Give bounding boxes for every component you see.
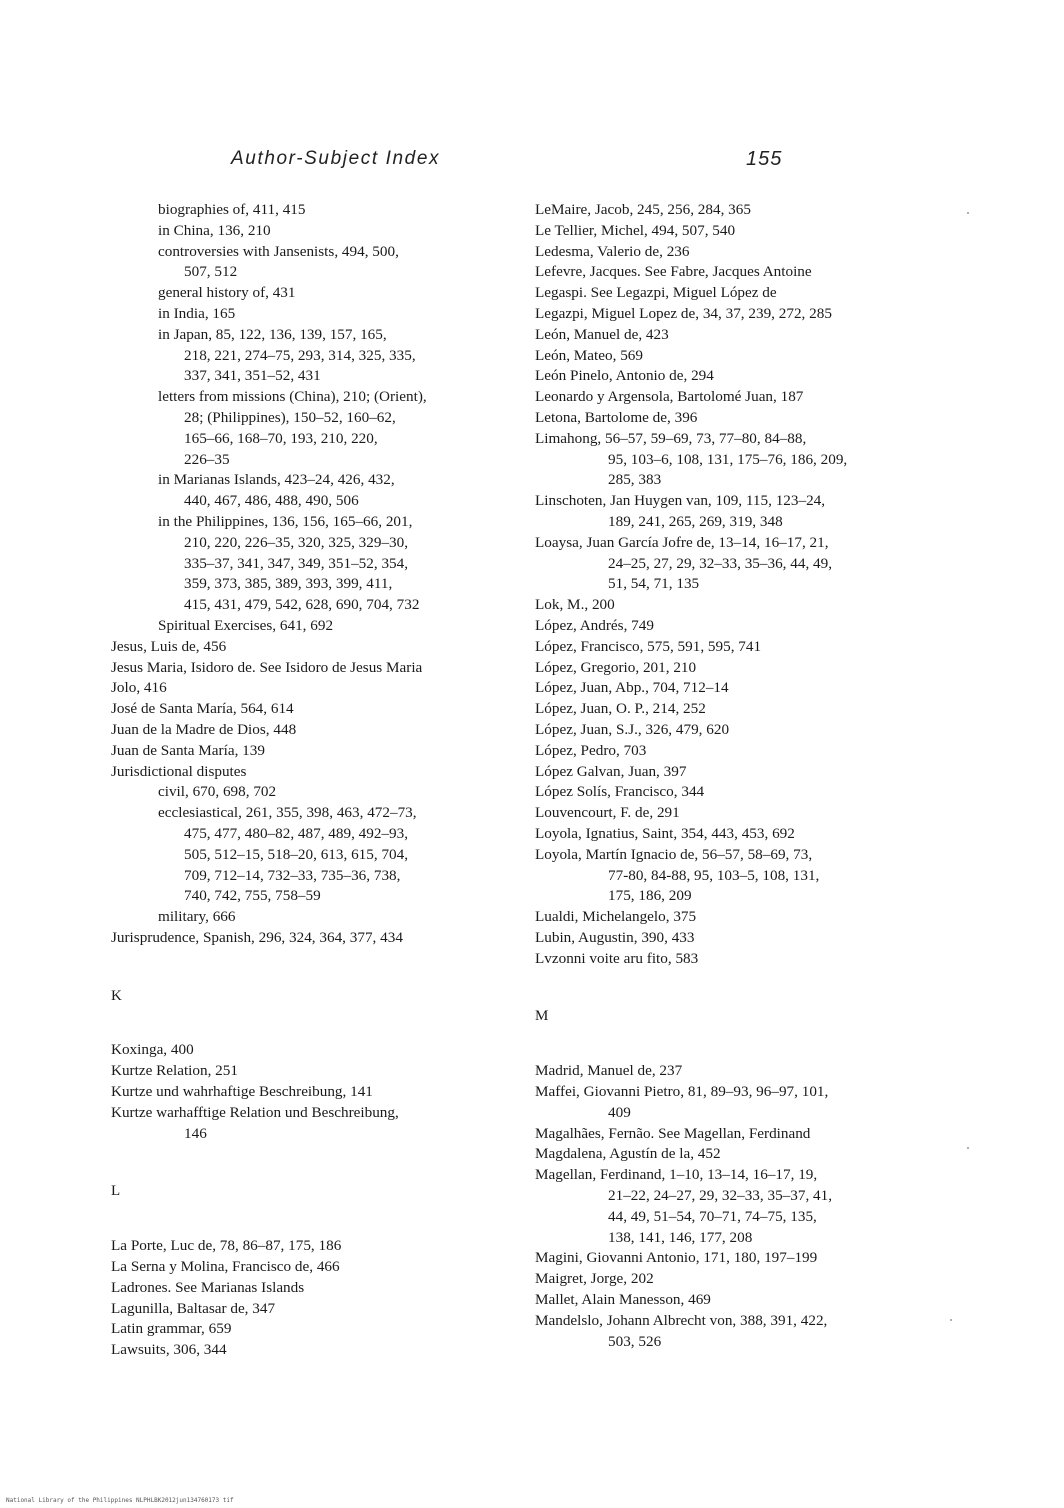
index-entry [111,720,521,741]
entry-continuation-line: 415, 431, 479, 542, 628, 690, 704, 732 [184,596,420,614]
index-subentry [111,387,521,470]
entry-continuation-line: 475, 477, 480–82, 487, 489, 492–93, [184,824,409,842]
entry-line: Magini, Giovanni Antonio, 171, 180, 197–199 [535,1249,818,1267]
entry-line: Mandelslo, Johann Albrecht von, 388, 391, 422, [535,1311,828,1329]
index-entry [535,678,955,699]
entry-line: Jolo, 416 [111,679,167,697]
index-entry [111,1103,521,1145]
entry-line: Lefevre, Jacques. See Fabre, Jacques Antoine [535,263,812,281]
index-entry [535,283,955,304]
entry-line: Le Tellier, Michel, 494, 507, 540 [535,221,736,239]
index-entry [111,741,521,762]
entry-line: Kurtze warhafftige Relation und Beschreibung, [111,1103,399,1121]
entry-line: letters from missions (China), 210; (Orient), [158,388,427,406]
index-entry [111,658,521,679]
entry-line: Leonardo y Argensola, Bartolomé Juan, 187 [535,388,804,406]
entry-line: Maffei, Giovanni Pietro, 81, 89–93, 96–97, 101, [535,1083,829,1101]
entry-line: Mallet, Alain Manesson, 469 [535,1291,711,1309]
index-subentry [111,242,521,284]
index-subentry [111,782,521,803]
index-subentry [111,325,521,387]
entry-line: LeMaire, Jacob, 245, 256, 284, 365 [535,201,751,218]
section-letter-m: M [535,1008,549,1025]
index-entry [111,1278,521,1299]
entry-line: José de Santa María, 564, 614 [111,700,294,718]
entry-line: Lualdi, Michelangelo, 375 [535,908,697,926]
index-entry [535,762,955,783]
index-entry [535,782,955,803]
entry-continuation-line: 409 [608,1103,631,1121]
entry-line: López, Francisco, 575, 591, 595, 741 [535,637,762,655]
entry-continuation-line: 218, 221, 274–75, 293, 314, 325, 335, [184,346,416,364]
entry-line: Juan de la Madre de Dios, 448 [111,720,297,738]
entry-line: Ledesma, Valerio de, 236 [535,242,690,260]
entry-line: La Porte, Luc de, 78, 86–87, 175, 186 [111,1237,342,1255]
index-entry [111,928,521,949]
index-entry [111,637,521,658]
entry-line: Louvencourt, F. de, 291 [535,804,680,822]
entry-continuation-line: 359, 373, 385, 389, 393, 399, 411, [184,575,393,593]
entry-line: Linschoten, Jan Huygen van, 109, 115, 123–24, [535,492,826,510]
scan-speck [967,212,969,214]
index-entry [535,637,955,658]
index-entry [111,1040,521,1061]
index-entry [111,1082,521,1103]
entry-line: Ladrones. See Marianas Islands [111,1278,305,1296]
index-entry [535,429,955,491]
entry-line: Legaspi. See Legazpi, Miguel López de [535,284,777,302]
index-entry [111,1319,521,1340]
entry-line: Loyola, Ignatius, Saint, 354, 443, 453, 692 [535,824,795,842]
section-letter-l: L [111,1183,121,1200]
entry-line: in China, 136, 210 [158,221,271,239]
entry-line: Latin grammar, 659 [111,1320,232,1338]
entry-line: Legazpi, Miguel Lopez de, 34, 37, 239, 272, 285 [535,304,832,322]
entry-continuation-line: 165–66, 168–70, 193, 210, 220, [184,429,378,447]
index-entry [535,824,955,845]
entry-continuation-line: 285, 383 [608,471,662,489]
entry-continuation-line: 175, 186, 209 [608,887,692,905]
entry-continuation-line: 28; (Philippines), 150–52, 160–62, [184,408,396,426]
index-entry [535,1061,955,1082]
index-subentry [111,200,521,221]
index-entry [535,595,955,616]
index-entry [535,325,955,346]
entry-line: Kurtze Relation, 251 [111,1062,238,1080]
entry-continuation-line: 507, 512 [184,263,238,281]
entry-line: Maigret, Jorge, 202 [535,1270,654,1288]
index-entry [535,616,955,637]
entry-line: Lawsuits, 306, 344 [111,1341,227,1359]
index-entry [535,1144,955,1165]
entry-line: León, Manuel de, 423 [535,325,669,343]
index-entry [111,699,521,720]
entry-line: Jesus, Luis de, 456 [111,637,227,655]
index-subentry [111,907,521,928]
index-entry [535,1269,955,1290]
entry-line: Kurtze und wahrhaftige Beschreibung, 141 [111,1083,373,1101]
index-entry [111,762,521,783]
entry-line: Magalhães, Fernão. See Magellan, Ferdinand [535,1124,811,1142]
entry-continuation-line: 77-80, 84-88, 95, 103–5, 108, 131, [608,866,820,884]
entry-line: Spiritual Exercises, 641, 692 [158,616,334,634]
entry-continuation-line: 505, 512–15, 518–20, 613, 615, 704, [184,845,409,863]
index-entry [535,658,955,679]
entry-line: La Serna y Molina, Francisco de, 466 [111,1258,340,1276]
entry-continuation-line: 44, 49, 51–54, 70–71, 74–75, 135, [608,1207,817,1225]
scan-speck [967,1147,969,1149]
entry-line: military, 666 [158,908,236,926]
entry-continuation-line: 440, 467, 486, 488, 490, 506 [184,492,359,510]
index-entry [535,1290,955,1311]
index-entry [535,1248,955,1269]
entry-line: Loaysa, Juan García Jofre de, 13–14, 16–17, 21, [535,533,829,551]
entry-continuation-line: 189, 241, 265, 269, 319, 348 [608,512,783,530]
entry-line: in the Philippines, 136, 156, 165–66, 201, [158,512,413,530]
entry-line: Juan de Santa María, 139 [111,741,265,759]
entry-line: Jesus Maria, Isidoro de. See Isidoro de Jesus Maria [111,658,423,676]
entry-line: Koxinga, 400 [111,1041,194,1059]
index-entry [535,262,955,283]
entry-line: López, Gregorio, 201, 210 [535,658,697,676]
entry-line: in India, 165 [158,304,236,322]
index-entry [535,1311,955,1353]
entry-line: López, Pedro, 703 [535,741,647,759]
entry-continuation-line: 337, 341, 351–52, 431 [184,367,321,385]
index-entry [535,408,955,429]
entry-continuation-line: 335–37, 341, 347, 349, 351–52, 354, [184,554,409,572]
right-column [535,200,955,1352]
page-number: 155 [746,148,783,170]
index-entry [535,845,955,907]
index-entry [535,1165,955,1248]
entry-line: Madrid, Manuel de, 237 [535,1062,683,1080]
entry-continuation-line: 21–22, 24–27, 29, 32–33, 35–37, 41, [608,1187,833,1205]
entry-line: Magdalena, Agustín de la, 452 [535,1145,721,1163]
index-subentry [111,221,521,242]
index-entry [535,1082,955,1124]
index-entry [535,803,955,824]
entry-line: León Pinelo, Antonio de, 294 [535,367,714,385]
entry-line: Lubin, Augustin, 390, 433 [535,928,695,946]
entry-line: Lvzonni voite aru fito, 583 [535,949,699,967]
index-entry [535,304,955,325]
entry-line: in Japan, 85, 122, 136, 139, 157, 165, [158,325,387,343]
entry-line: López Solís, Francisco, 344 [535,783,705,801]
entry-continuation-line: 146 [184,1124,207,1142]
entry-line: Lagunilla, Baltasar de, 347 [111,1299,276,1317]
index-entry [535,387,955,408]
entry-line: Letona, Bartolome de, 396 [535,408,698,426]
index-entry [535,200,955,221]
entry-line: López Galvan, Juan, 397 [535,762,687,780]
index-entry [535,1124,955,1145]
index-subentry [111,803,521,907]
index-entry [535,907,955,928]
entry-continuation-line: 95, 103–6, 108, 131, 175–76, 186, 209, [608,450,848,468]
index-entry [111,1299,521,1320]
index-entry [111,678,521,699]
entry-line: León, Mateo, 569 [535,346,643,364]
index-entry [535,720,955,741]
entry-line: controversies with Jansenists, 494, 500, [158,242,399,260]
page-header [0,148,1064,178]
scan-speck [950,1319,952,1321]
section-letter-k: K [111,987,122,1004]
entry-continuation-line: 51, 54, 71, 135 [608,575,700,593]
index-subentry [111,283,521,304]
index-entry [535,928,955,949]
entry-continuation-line: 740, 742, 755, 758–59 [184,887,321,905]
entry-continuation-line: 709, 712–14, 732–33, 735–36, 738, [184,866,401,884]
index-entry [111,1340,521,1361]
left-column [111,200,521,1361]
index-entry [535,366,955,387]
entry-line: civil, 670, 698, 702 [158,783,277,801]
index-entry [535,346,955,367]
entry-line: Loyola, Martín Ignacio de, 56–57, 58–69, 73, [535,845,813,863]
index-subentry [111,304,521,325]
entry-line: López, Juan, O. P., 214, 252 [535,700,706,718]
entry-continuation-line: 210, 220, 226–35, 320, 325, 329–30, [184,533,409,551]
entry-line: general history of, 431 [158,284,296,302]
scan-footer-note: National Library of the Philippines NLPHLBK2012jun134760173 tif [6,1497,234,1504]
index-subentry [111,512,521,616]
entry-line: Lok, M., 200 [535,596,615,614]
index-entry [535,949,955,970]
entry-line: ecclesiastical, 261, 355, 398, 463, 472–73, [158,804,417,822]
index-entry [111,1236,521,1257]
index-subentry [111,470,521,512]
index-entry [111,1061,521,1082]
entry-line: López, Juan, Abp., 704, 712–14 [535,679,729,697]
index-entry [535,533,955,595]
entry-line: biographies of, 411, 415 [158,201,306,218]
entry-line: Magellan, Ferdinand, 1–10, 13–14, 16–17, 19, [535,1166,818,1184]
entry-continuation-line: 226–35 [184,450,230,468]
index-entry [535,699,955,720]
entry-line: in Marianas Islands, 423–24, 426, 432, [158,471,395,489]
index-entry [535,221,955,242]
index-entry [535,491,955,533]
entry-continuation-line: 24–25, 27, 29, 32–33, 35–36, 44, 49, [608,554,833,572]
entry-line: López, Andrés, 749 [535,616,654,634]
entry-line: Limahong, 56–57, 59–69, 73, 77–80, 84–88, [535,429,807,447]
entry-continuation-line: 138, 141, 146, 177, 208 [608,1228,753,1246]
index-entry [111,1257,521,1278]
entry-continuation-line: 503, 526 [608,1332,662,1350]
entry-line: López, Juan, S.J., 326, 479, 620 [535,720,730,738]
entry-line: Jurisdictional disputes [111,762,247,780]
index-entry [535,741,955,762]
running-title: Author-Subject Index [231,148,441,169]
entry-line: Jurisprudence, Spanish, 296, 324, 364, 377, 434 [111,928,403,946]
index-subentry [111,616,521,637]
index-entry [535,242,955,263]
